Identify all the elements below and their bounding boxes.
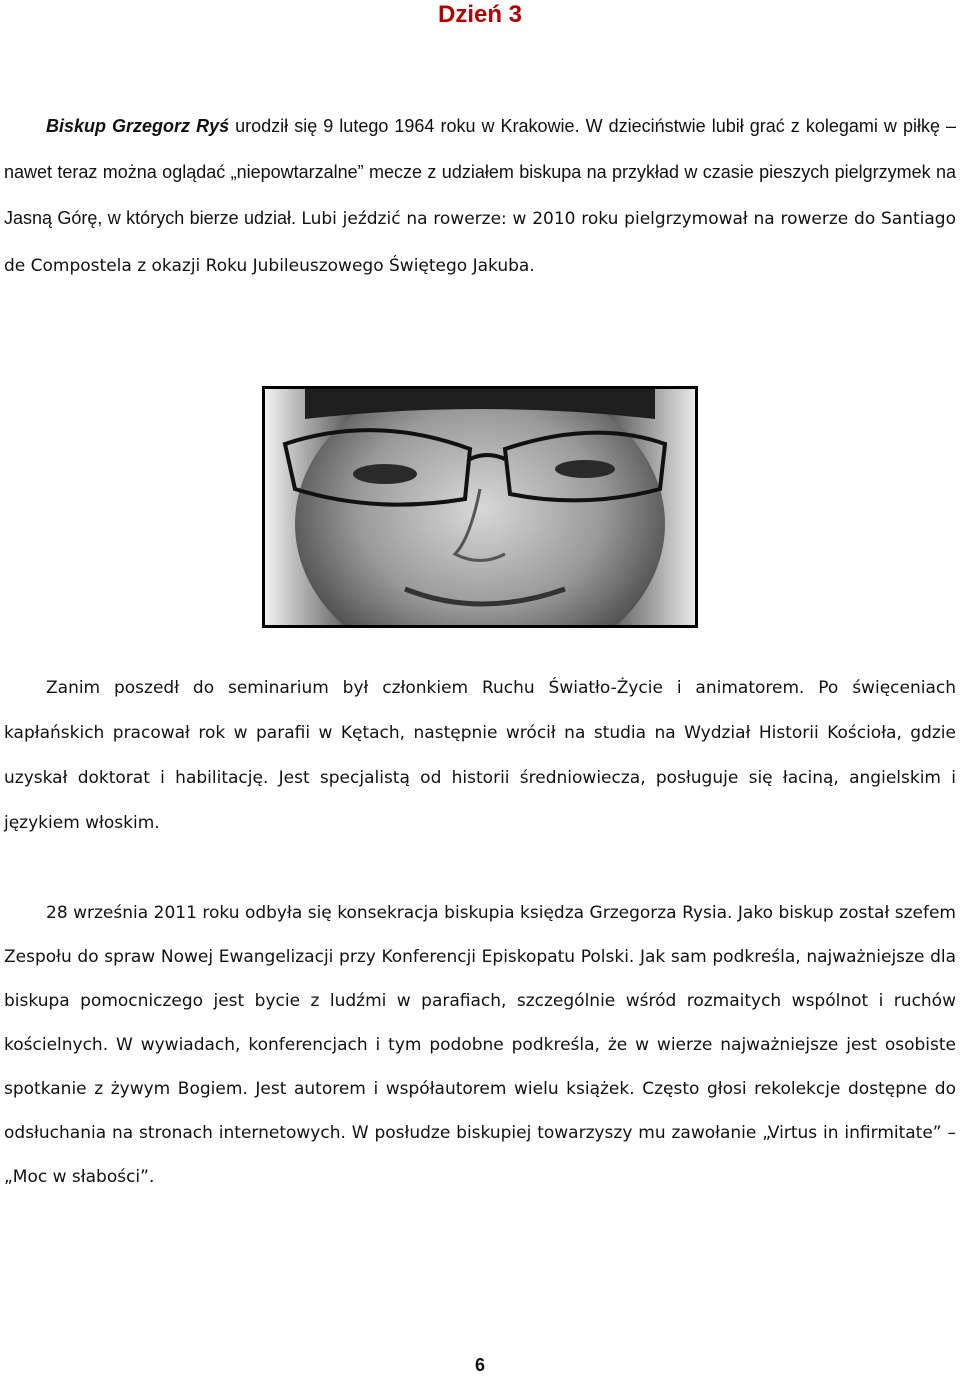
page-number: 6 xyxy=(474,1355,485,1375)
paragraph-1-text-b: Lubi jeździć na rowerze: w 2010 roku pielgrzymował na rowerze do Santiago de Compostela z okazji Roku Jubileuszowego Świętego Jakuba. xyxy=(4,209,956,276)
paragraph-3-text: 28 września 2011 roku odbyła się konsekracja biskupia księdza Grzegorza Rysia. Jako biskup został szefem Zespołu do spraw Nowej Ewangelizacji przy Konferencji Episkopatu Polski. Jak sam podkreśla, najważniejsze dla biskupa pomocniczego jest bycie z ludźmi w parafiach, szczególnie wśród rozmaitych wspólnot i ruchów kościelnych. W wywiadach, konferencjach i tym podobne podkreśla, że w wierze najważniejsze jest osobiste spotkanie z żywym Bogiem. Jest autorem i współautorem wielu książek. Często głosi rekolekcje dostępne do odsłuchania na stronach internetowych. W posłudze biskupiej towarzyszy mu zawołanie „Virtus in infirmitate” – „Moc w słabości”. xyxy=(4,903,956,1187)
biography-paragraph-2 xyxy=(4,666,956,846)
paragraph-1-text-a: urodził się 9 lutego 1964 roku w Krakowie. W dzieciństwie lubił grać z kolegami w piłkę – nawet teraz można oglądać „niepowtarzalne” mecze z udziałem biskupa na przykład w czasie pieszych pielgrzymek na Jasną Górę, w których bierze udział. xyxy=(4,116,957,228)
biography-paragraph-1 xyxy=(4,103,956,289)
bishop-name: Biskup Grzegorz Ryś xyxy=(46,116,230,136)
paragraph-2-text: Zanim poszedł do seminarium był członkiem Ruchu Światło-Życie i animatorem. Po święceniach kapłańskich pracował rok w parafii w Kętach, następnie wrócił na studia na Wydział Historii Kościoła, gdzie uzyskał doktorat i habilitację. Jest specjalistą od historii średniowiecza, posługuje się łaciną, angielskim i językiem włoskim. xyxy=(4,678,956,833)
biography-paragraph-3 xyxy=(4,891,956,1199)
page-title: Dzień 3 xyxy=(437,1,523,28)
bishop-portrait-photo xyxy=(262,386,698,628)
